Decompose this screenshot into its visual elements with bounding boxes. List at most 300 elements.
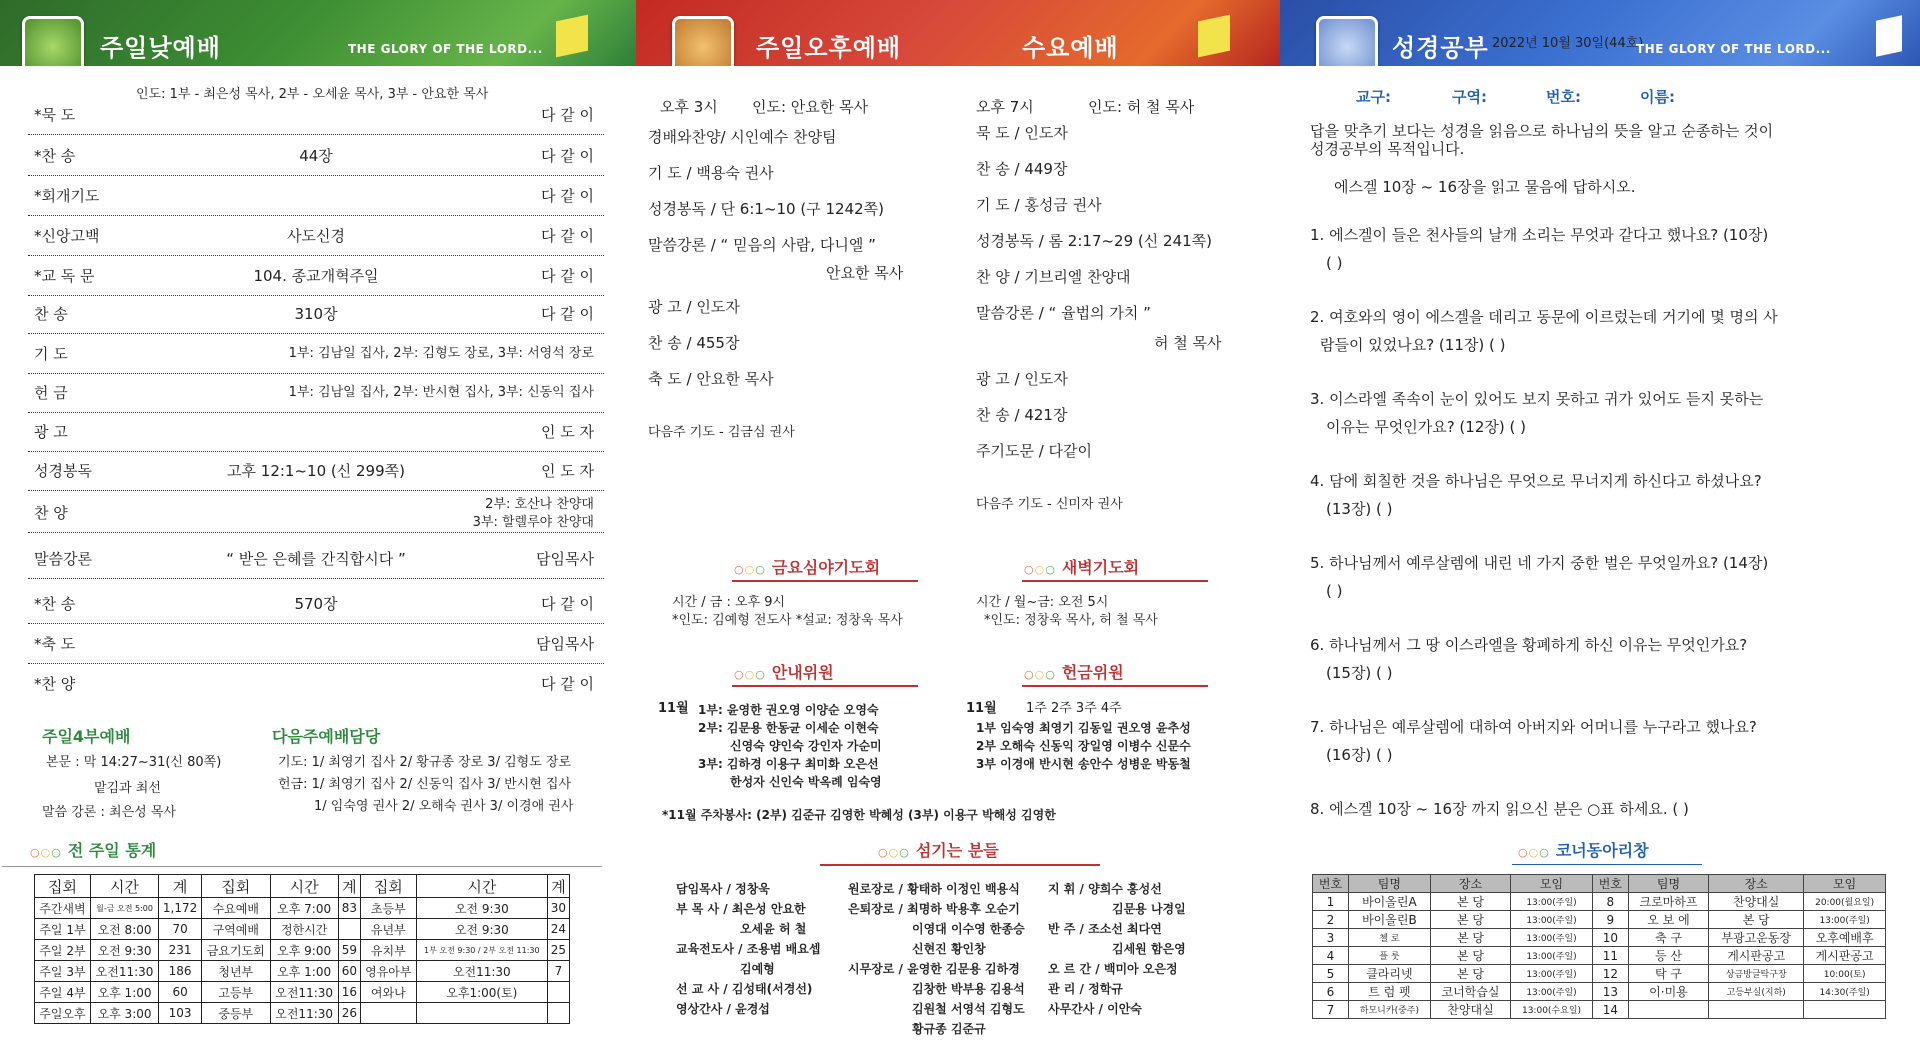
stats-cell: 30 — [547, 898, 569, 919]
afternoon-item: 안요한 목사 — [826, 264, 904, 282]
stats-cell: 주간새벽 — [35, 898, 91, 919]
order-detail: “ 받은 은혜를 간직합시다 ” — [226, 550, 406, 568]
offering-line: 2부 오해숙 신동익 장일영 이병수 신문수 — [976, 739, 1191, 753]
wednesday-item: 찬 양 / 기브리엘 찬양대 — [976, 268, 1131, 286]
stats-header-cell: 시간 — [416, 875, 547, 898]
order-leader: 2부: 호산나 찬양대 — [485, 497, 594, 512]
clubs-cell: 1 — [1313, 893, 1349, 911]
order-label: *찬 송 — [34, 147, 76, 165]
stats-cell: 주일 4부 — [35, 982, 91, 1003]
stats-cell: 유치부 — [360, 940, 416, 961]
afternoon-item: 기 도 / 백용숙 권사 — [648, 164, 774, 182]
dots-icon: ○○○ — [1024, 563, 1056, 576]
stats-cell: 오전11:30 — [90, 961, 158, 982]
clubs-cell: 하모니카(중주) — [1348, 1001, 1430, 1019]
order-leader: 인 도 자 — [540, 423, 594, 441]
ushers-title-text: 안내위원 — [771, 663, 834, 682]
clubs-cell: 오 보 에 — [1628, 911, 1708, 929]
dots-icon: ○○○ — [878, 846, 910, 859]
wednesday-item: 말씀강론 / “ 율법의 가치 ” — [976, 304, 1151, 322]
question: 6. 하나님께서 그 땅 이스라엘을 황폐하게 하신 이유는 무엇인가요? — [1310, 636, 1748, 654]
stats-cell: 유년부 — [360, 919, 416, 940]
servant-line: 시무장로 / 윤영한 김문용 김하경 — [848, 962, 1020, 976]
ushers-line: 신영숙 양인숙 강인자 가순미 — [730, 739, 882, 753]
divider — [28, 663, 604, 664]
stats-cell: 월-금 오전 5:00 — [90, 898, 158, 919]
stats-cell: 83 — [338, 898, 360, 919]
study-thumbnail-icon — [1316, 16, 1378, 66]
afternoon-item: 말씀강론 / “ 믿음의 사람, 다니엘 ” — [648, 236, 876, 254]
order-detail: 104. 종교개혁주일 — [253, 267, 379, 285]
stats-cell: 오후 7:00 — [270, 898, 338, 919]
clubs-title-text: 코너동아리창 — [1555, 841, 1649, 860]
servant-line: 영상간사 / 윤경섭 — [676, 1002, 770, 1016]
order-leader: 다 같 이 — [540, 147, 594, 165]
clubs-cell: 첼 로 — [1348, 929, 1430, 947]
servant-line: 김원철 서영석 김형도 — [912, 1002, 1025, 1016]
ushers-month: 11월 — [658, 701, 689, 716]
study-date: 2022년 10월 30일(44호) — [1492, 36, 1644, 51]
answer-blank[interactable]: ( ) — [1326, 582, 1343, 600]
dots-icon: ○○○ — [1518, 846, 1550, 859]
clubs-cell: 13:00(주일) — [1511, 911, 1593, 929]
afternoon-time: 오후 3시 — [660, 98, 718, 116]
wednesday-item: 성경봉독 / 롬 2:17~29 (신 241쪽) — [976, 232, 1212, 250]
fourth-line: 본문 : 막 14:27~31(신 80쪽) — [46, 755, 222, 770]
clubs-cell: 13:00(주일) — [1511, 929, 1593, 947]
ushers-line: 2부: 김문용 한동균 이세순 이현숙 — [698, 721, 879, 735]
stats-cell: 오전11:30 — [270, 1003, 338, 1024]
question: 7. 하나님은 예루살렘에 대하여 아버지와 어머니를 누구라고 했나요? — [1310, 718, 1757, 736]
header-banner — [0, 0, 1920, 66]
dots-icon: ○○○ — [30, 846, 62, 859]
clubs-cell: 본 당 — [1430, 965, 1510, 983]
servant-line: 김예형 — [740, 962, 775, 976]
wednesday-item: 기 도 / 홍성금 권사 — [976, 196, 1102, 214]
divider — [28, 490, 604, 491]
order-label: *회개기도 — [34, 187, 100, 205]
stats-row — [35, 919, 570, 940]
ushers-line: 3부: 김하경 이용구 최미화 오은선 — [698, 757, 879, 771]
stats-cell: 1,172 — [159, 898, 202, 919]
offering-line: 3부 이경애 반시현 송안수 성병운 박동철 — [976, 757, 1191, 771]
order-detail: 44장 — [299, 147, 333, 165]
wednesday-leader: 인도: 허 철 목사 — [1088, 98, 1195, 116]
clubs-cell: 20:00(월요일) — [1804, 893, 1886, 911]
clubs-row — [1313, 965, 1886, 983]
question: 1. 에스겔이 들은 천사들의 날개 소리는 무엇과 같다고 했나요? (10장) — [1310, 226, 1769, 244]
sunday-subtitle: THE GLORY OF THE LORD... — [348, 42, 543, 56]
order-leader: 인 도 자 — [540, 462, 594, 480]
study-subtitle: THE GLORY OF THE LORD... — [1636, 42, 1831, 56]
stats-cell: 26 — [338, 1003, 360, 1024]
wednesday-item: 허 철 목사 — [1154, 334, 1222, 352]
wednesday-item: 주기도문 / 다같이 — [976, 442, 1093, 460]
clubs-cell: 본 당 — [1430, 911, 1510, 929]
clubs-cell: 13:00(주일) — [1511, 965, 1593, 983]
ushers-line: 한성자 신인숙 박옥례 임숙영 — [730, 775, 882, 789]
divider — [28, 215, 604, 216]
answer-blank[interactable]: (13장) ( ) — [1326, 500, 1393, 518]
sunday-title: 주일낮예배 — [100, 34, 221, 62]
afternoon-item: 축 도 / 안요한 목사 — [648, 370, 774, 388]
stats-header-cell: 집회 — [35, 875, 91, 898]
stats-header-row — [35, 875, 570, 898]
stats-cell — [547, 1003, 569, 1024]
sunday-thumbnail-icon — [22, 16, 84, 66]
servant-line: 신현진 황인창 — [912, 942, 986, 956]
servant-line: 황규종 김준규 — [912, 1022, 986, 1036]
answer-blank[interactable]: (16장) ( ) — [1326, 746, 1393, 764]
clubs-cell: 6 — [1313, 983, 1349, 1001]
order-label: *찬 송 — [34, 595, 76, 613]
stats-cell: 주일 1부 — [35, 919, 91, 940]
friday-underline — [732, 580, 918, 582]
next-week-line: 헌금: 1/ 최영기 집사 2/ 신동익 집사 3/ 반시현 집사 — [278, 777, 572, 792]
clubs-header-cell: 장소 — [1430, 875, 1510, 893]
clubs-cell: 5 — [1313, 965, 1349, 983]
servants-underline — [820, 864, 1100, 866]
order-leader: 담임목사 — [536, 635, 594, 653]
answer-blank[interactable]: (15장) ( ) — [1326, 664, 1393, 682]
stats-cell: 오후1:00(토) — [416, 982, 547, 1003]
stats-cell: 오후 1:00 — [90, 982, 158, 1003]
stats-cell: 초등부 — [360, 898, 416, 919]
order-label: *찬 양 — [34, 675, 76, 693]
servant-line: 원로장로 / 황태하 이정인 백용식 — [848, 882, 1020, 896]
stats-cell: 오후 1:00 — [270, 961, 338, 982]
wednesday-time: 오후 7시 — [976, 98, 1034, 116]
clubs-header-cell: 번호 — [1592, 875, 1628, 893]
order-leader: 3부: 할렐루야 찬양대 — [472, 515, 594, 530]
answer-blank[interactable]: 람들이 있었나요? (11장) ( ) — [1320, 336, 1506, 354]
order-label: 헌 금 — [34, 384, 68, 402]
dots-icon: ○○○ — [734, 563, 766, 576]
clubs-underline — [1512, 864, 1702, 865]
clubs-cell: 10:00(토) — [1804, 965, 1886, 983]
stats-cell: 60 — [159, 982, 202, 1003]
dots-icon: ○○○ — [734, 668, 766, 681]
stats-cell: 여와나 — [360, 982, 416, 1003]
clubs-header-cell: 번호 — [1313, 875, 1349, 893]
offering-underline — [1022, 685, 1208, 687]
flag-icon — [1198, 15, 1230, 58]
stats-table — [34, 874, 570, 1024]
afternoon-item: 광 고 / 인도자 — [648, 298, 740, 316]
order-leader: 다 같 이 — [540, 227, 594, 245]
stats-cell: 정한시간 — [270, 919, 338, 940]
offering-line: 1부 임숙영 최영기 김동일 권오영 윤추성 — [976, 721, 1191, 735]
order-detail: 고후 12:1~10 (신 299쪽) — [227, 462, 405, 480]
servant-line: 담임목사 / 정창욱 — [676, 882, 770, 896]
servant-line: 지 휘 / 양희수 홍성선 — [1048, 882, 1162, 896]
offering-title — [1024, 660, 1124, 683]
servant-line: 김세원 함은영 — [1112, 942, 1186, 956]
stats-cell: 오전 8:00 — [90, 919, 158, 940]
afternoon-item: 경배와찬양/ 시인예수 찬양팀 — [648, 128, 837, 146]
wednesday-item: 광 고 / 인도자 — [976, 370, 1068, 388]
clubs-cell: 클라리넷 — [1348, 965, 1430, 983]
clubs-cell: 트 럼 펫 — [1348, 983, 1430, 1001]
study-field-label: 구역: — [1452, 88, 1487, 106]
stats-cell: 25 — [547, 940, 569, 961]
order-label: *교 독 문 — [34, 267, 95, 285]
order-leader: 1부: 김남일 집사, 2부: 반시현 집사, 3부: 신동익 집사 — [288, 385, 594, 400]
clubs-header-cell: 모임 — [1804, 875, 1886, 893]
clubs-header-cell: 팀명 — [1348, 875, 1430, 893]
stats-header-cell: 집회 — [360, 875, 416, 898]
fourth-service-title: 주일4부예배 — [42, 727, 131, 746]
clubs-cell: 크로마하프 — [1628, 893, 1708, 911]
order-label: *축 도 — [34, 635, 76, 653]
servant-line: 교육전도사 / 조용범 배요셉 — [676, 942, 821, 956]
stats-cell: 오후 3:00 — [90, 1003, 158, 1024]
study-field-label: 교구: — [1356, 88, 1391, 106]
stats-cell: 주일 2부 — [35, 940, 91, 961]
clubs-cell — [1804, 1001, 1886, 1019]
clubs-cell: 이·미용 — [1628, 983, 1708, 1001]
order-detail: 570장 — [294, 595, 338, 613]
stats-cell: 오전11:30 — [270, 982, 338, 1003]
next-week-line: 1/ 임숙영 권사 2/ 오해숙 권사 3/ 이경애 권사 — [314, 799, 574, 814]
friday-line: *인도: 김예형 전도사 *설교: 정창욱 목사 — [672, 613, 903, 628]
question: 2. 여호와의 영이 에스겔을 데리고 동문에 이르렀는데 거기에 몇 명의 사 — [1310, 308, 1778, 326]
next-week-line: 기도: 1/ 최영기 집사 2/ 황규종 장로 3/ 김형도 장로 — [278, 755, 572, 770]
clubs-cell: 찬양대실 — [1430, 1001, 1510, 1019]
servant-line: 오세윤 허 철 — [740, 922, 807, 936]
clubs-cell: 14:30(주일) — [1804, 983, 1886, 1001]
stats-cell: 70 — [159, 919, 202, 940]
clubs-cell: 4 — [1313, 947, 1349, 965]
stats-header-cell: 집회 — [202, 875, 271, 898]
stats-cell: 주일오후 — [35, 1003, 91, 1024]
study-title: 성경공부 — [1392, 34, 1489, 62]
servant-line: 반 주 / 조소선 최다연 — [1048, 922, 1162, 936]
stats-cell: 고등부 — [202, 982, 271, 1003]
clubs-cell: 3 — [1313, 929, 1349, 947]
dots-icon: ○○○ — [1024, 668, 1056, 681]
stats-title — [30, 838, 156, 861]
parking-service: *11월 주차봉사: (2부) 김준규 김영한 박혜성 (3부) 이용구 박해성 김영한 — [662, 808, 1056, 822]
order-label: 말씀강론 — [34, 550, 92, 568]
order-label: 기 도 — [34, 345, 68, 363]
divider — [28, 134, 604, 135]
stats-cell: 231 — [159, 940, 202, 961]
stats-cell: 오후 9:00 — [270, 940, 338, 961]
stats-cell — [338, 919, 360, 940]
clubs-cell: 9 — [1592, 911, 1628, 929]
clubs-cell: 플 룻 — [1348, 947, 1430, 965]
offering-header: 1주 2주 3주 4주 — [1026, 701, 1122, 716]
clubs-cell: 13:00(수요일) — [1511, 1001, 1593, 1019]
friday-line: 시간 / 금 : 오후 9시 — [672, 595, 786, 610]
servant-line: 오 르 간 / 백미아 오은정 — [1048, 962, 1178, 976]
servant-line: 관 리 / 정학규 — [1048, 982, 1123, 996]
stats-cell — [416, 1003, 547, 1024]
stats-header-cell: 계 — [159, 875, 202, 898]
order-label: *묵 도 — [34, 106, 76, 124]
afternoon-leader: 인도: 안요한 목사 — [752, 98, 869, 116]
offering-title-text: 헌금위원 — [1061, 663, 1124, 682]
clubs-row — [1313, 893, 1886, 911]
divider — [28, 578, 604, 579]
servant-line: 김문용 나경일 — [1112, 902, 1186, 916]
dawn-line: 시간 / 월~금: 오전 5시 — [976, 595, 1109, 610]
afternoon-title: 주일오후예배 — [756, 34, 902, 62]
stats-row — [35, 1003, 570, 1024]
answer-blank[interactable]: ( ) — [1326, 254, 1343, 272]
clubs-cell: 12 — [1592, 965, 1628, 983]
clubs-row — [1313, 929, 1886, 947]
clubs-cell: 고등부실(지하) — [1709, 983, 1804, 1001]
servant-line: 김창한 박부용 김용석 — [912, 982, 1025, 996]
clubs-cell: 13:00(주일) — [1511, 893, 1593, 911]
order-detail: 310장 — [294, 305, 338, 323]
clubs-cell: 2 — [1313, 911, 1349, 929]
friday-title — [734, 555, 880, 578]
divider — [28, 175, 604, 176]
clubs-cell: 찬양대실 — [1709, 893, 1804, 911]
divider — [2, 866, 602, 867]
sunday-leaders: 인도: 1부 - 최은성 목사, 2부 - 오세윤 목사, 3부 - 안요한 목사 — [136, 87, 489, 102]
stats-cell: 구역예배 — [202, 919, 271, 940]
clubs-cell: 오후예배후 — [1804, 929, 1886, 947]
servants-title-text: 섬기는 분들 — [915, 841, 999, 860]
servant-line: 사무간사 / 이안숙 — [1048, 1002, 1142, 1016]
clubs-header-cell: 팀명 — [1628, 875, 1708, 893]
study-field-label: 이름: — [1640, 88, 1675, 106]
question: 4. 담에 회칠한 것을 하나님은 무엇으로 무너지게 하신다고 하셨나요? — [1310, 472, 1762, 490]
clubs-cell: 게시판공고 — [1804, 947, 1886, 965]
clubs-row — [1313, 983, 1886, 1001]
clubs-cell: 10 — [1592, 929, 1628, 947]
clubs-cell: 13:00(주일) — [1804, 911, 1886, 929]
stats-row — [35, 898, 570, 919]
clubs-cell: 부광고운동장 — [1709, 929, 1804, 947]
offering-month: 11월 — [966, 701, 997, 716]
study-instruction: 에스겔 10장 ~ 16장을 읽고 물음에 답하시오. — [1334, 178, 1636, 196]
stats-header-cell: 시간 — [270, 875, 338, 898]
wednesday-next-prayer: 다음주 기도 - 신미자 권사 — [976, 497, 1123, 512]
question: 8. 에스겔 10장 ~ 16장 까지 읽으신 분은 ○표 하세요. ( ) — [1310, 800, 1689, 818]
clubs-table — [1312, 874, 1886, 1019]
clubs-cell — [1628, 1001, 1708, 1019]
clubs-cell: 8 — [1592, 893, 1628, 911]
order-detail: 사도신경 — [287, 227, 345, 245]
clubs-cell: 바이올린B — [1348, 911, 1430, 929]
clubs-cell: 코너학습실 — [1430, 983, 1510, 1001]
clubs-cell: 등 산 — [1628, 947, 1708, 965]
next-week-title: 다음주예배담당 — [272, 727, 381, 746]
stats-cell: 7 — [547, 961, 569, 982]
stats-cell — [547, 982, 569, 1003]
order-leader: 담임목사 — [536, 550, 594, 568]
ushers-line: 1부: 윤영한 권오영 이양순 오영숙 — [698, 703, 879, 717]
flag-icon — [1876, 15, 1902, 57]
stats-header-cell: 계 — [338, 875, 360, 898]
stats-cell: 59 — [338, 940, 360, 961]
clubs-cell: 본 당 — [1709, 911, 1804, 929]
dawn-underline — [1022, 580, 1208, 582]
clubs-cell: 본 당 — [1430, 947, 1510, 965]
clubs-cell — [1709, 1001, 1804, 1019]
afternoon-item: 성경봉독 / 단 6:1~10 (구 1242쪽) — [648, 200, 884, 218]
question: 5. 하나님께서 예루살렘에 내린 네 가지 중한 벌은 무엇일까요? (14장) — [1310, 554, 1769, 572]
clubs-cell: 게시판공고 — [1709, 947, 1804, 965]
stats-cell: 중등부 — [202, 1003, 271, 1024]
clubs-row — [1313, 947, 1886, 965]
dawn-line: *인도: 정창욱 목사, 허 철 목사 — [984, 613, 1158, 628]
study-intro: 성경공부의 목적입니다. — [1310, 140, 1465, 158]
order-leader: 다 같 이 — [540, 106, 594, 124]
clubs-cell: 축 구 — [1628, 929, 1708, 947]
servant-line: 이영대 이수영 한종승 — [912, 922, 1025, 936]
clubs-cell: 상금방글탁구장 — [1709, 965, 1804, 983]
stats-title-text: 전 주일 통계 — [67, 841, 157, 860]
clubs-header-cell: 장소 — [1709, 875, 1804, 893]
stats-cell: 16 — [338, 982, 360, 1003]
divider — [28, 532, 604, 533]
stats-cell: 오전11:30 — [416, 961, 547, 982]
stats-cell: 금요기도회 — [202, 940, 271, 961]
clubs-cell: 7 — [1313, 1001, 1349, 1019]
servant-line: 은퇴장로 / 최명하 박용후 오순기 — [848, 902, 1020, 916]
stats-row — [35, 982, 570, 1003]
order-label: 찬 송 — [34, 305, 68, 323]
divider — [28, 623, 604, 624]
dawn-title — [1024, 555, 1139, 578]
divider — [28, 255, 604, 256]
wednesday-item: 묵 도 / 인도자 — [976, 124, 1068, 142]
wednesday-title: 수요예배 — [1022, 34, 1119, 62]
clubs-cell: 탁 구 — [1628, 965, 1708, 983]
answer-blank[interactable]: 이유는 무엇인가요? (12장) ( ) — [1326, 418, 1526, 436]
flag-icon — [556, 15, 588, 58]
study-field-label: 번호: — [1546, 88, 1581, 106]
divider — [28, 412, 604, 413]
servants-title — [878, 838, 999, 861]
order-leader: 다 같 이 — [540, 267, 594, 285]
stats-cell: 186 — [159, 961, 202, 982]
afternoon-item: 찬 송 / 455장 — [648, 334, 740, 352]
stats-row — [35, 940, 570, 961]
stats-cell: 103 — [159, 1003, 202, 1024]
clubs-row — [1313, 911, 1886, 929]
stats-cell: 오전 9:30 — [416, 898, 547, 919]
clubs-cell: 13:00(주일) — [1511, 983, 1593, 1001]
divider — [28, 295, 604, 296]
clubs-title — [1518, 838, 1649, 861]
stats-cell — [360, 1003, 416, 1024]
banner-green — [0, 0, 636, 66]
clubs-cell: 13:00(주일) — [1511, 947, 1593, 965]
wednesday-item: 찬 송 / 421장 — [976, 406, 1068, 424]
clubs-cell: 본 당 — [1430, 929, 1510, 947]
order-label: 찬 양 — [34, 504, 68, 522]
stats-cell: 1부 오전 9:30 / 2부 오전 11:30 — [416, 940, 547, 961]
servant-line: 부 목 사 / 최은성 안요한 — [676, 902, 806, 916]
wednesday-item: 찬 송 / 449장 — [976, 160, 1068, 178]
friday-title-text: 금요심야기도회 — [771, 558, 881, 577]
stats-cell: 60 — [338, 961, 360, 982]
stats-cell: 오전 9:30 — [90, 940, 158, 961]
ushers-underline — [732, 685, 918, 687]
clubs-cell: 14 — [1592, 1001, 1628, 1019]
clubs-header-row — [1313, 875, 1886, 893]
order-leader: 다 같 이 — [540, 305, 594, 323]
order-leader: 다 같 이 — [540, 675, 594, 693]
clubs-header-cell: 모임 — [1511, 875, 1593, 893]
